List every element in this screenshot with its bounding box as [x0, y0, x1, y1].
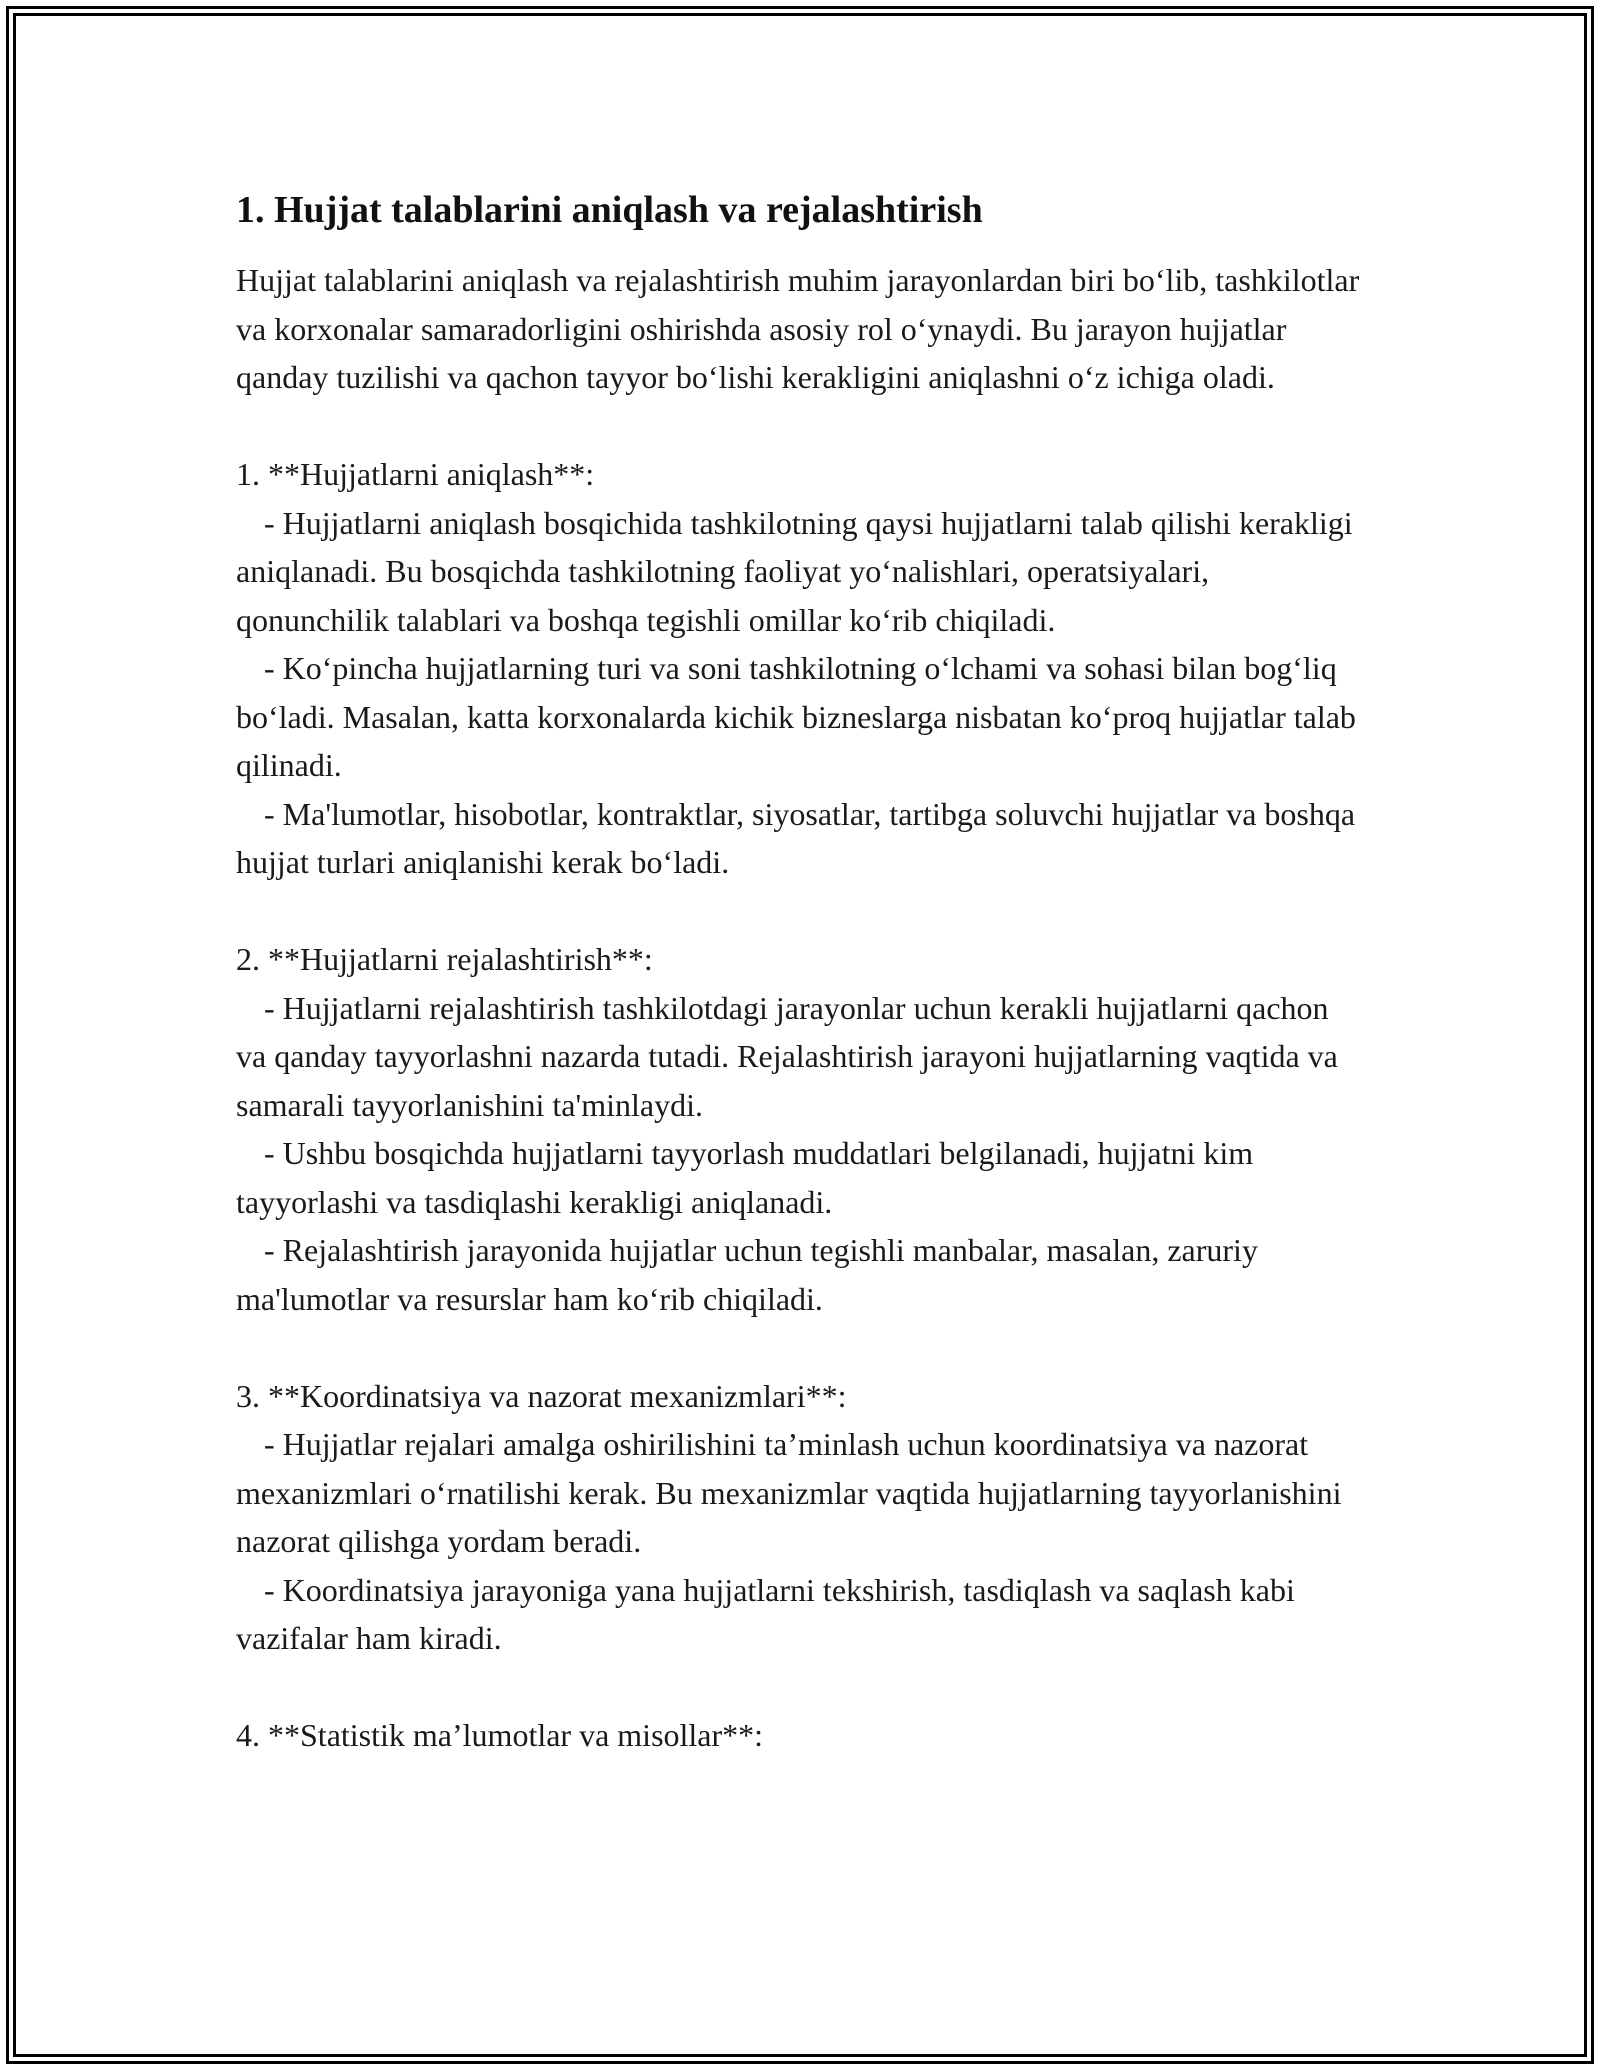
section-item: - Hujjatlarni rejalashtirish tashkilotdagi jarayonlar uchun kerakli hujjatlarni qachon va qanday tayyorlashni nazarda tutadi. Rejalashtirish jarayoni hujjatlarning vaqtida va samarali tayyorlanishini ta'minlaydi.	[236, 989, 1338, 1123]
section-identification	[236, 450, 1366, 887]
section-heading: 4. **Statistik ma’lumotlar va misollar**:	[236, 1717, 764, 1753]
section-planning	[236, 935, 1366, 1323]
section-item: - Ushbu bosqichda hujjatlarni tayyorlash muddatlari belgilanadi, hujjatni kim tayyorlashi va tasdiqlashi kerakligi aniqlanadi.	[236, 1135, 1254, 1220]
section-heading: 1. **Hujjatlarni aniqlash**:	[236, 456, 595, 492]
section-item: - Hujjatlar rejalari amalga oshirilishini ta’minlash uchun koordinatsiya va nazorat mexanizmlari o‘rnatilishi kerak. Bu mexanizmlar vaqtida hujjatlarning tayyorlanishini nazorat qilishga yordam beradi.	[236, 1426, 1342, 1559]
section-statistics	[236, 1711, 1366, 1760]
section-heading: 2. **Hujjatlarni rejalashtirish**:	[236, 941, 653, 977]
section-item: - Rejalashtirish jarayonida hujjatlar uchun tegishli manbalar, masalan, zaruriy ma'lumotlar va resurslar ham ko‘rib chiqiladi.	[236, 1232, 1258, 1317]
intro-paragraph: Hujjat talablarini aniqlash va rejalashtirish muhim jarayonlardan biri bo‘lib, tashkilotlar va korxonalar samaradorligini oshirishda asosiy rol o‘ynaydi. Bu jarayon hujjatlar qanday tuzilishi va qachon tayyor bo‘lishi kerakligini aniqlashni o‘z ichiga oladi.	[236, 262, 1360, 395]
section-item: - Ma'lumotlar, hisobotlar, kontraktlar, siyosatlar, tartibga soluvchi hujjatlar va boshqa hujjat turlari aniqlanishi kerak bo‘ladi.	[236, 795, 1356, 880]
document-title: 1. Hujjat talablarini aniqlash va rejalashtirish	[236, 189, 983, 231]
section-item: - Hujjatlarni aniqlash bosqichida tashkilotning qaysi hujjatlarni talab qilishi kerakligi aniqlanadi. Bu bosqichda tashkilotning faoliyat yo‘nalishlari, operatsiyalari, qonunchilik talablari va boshqa tegishli omillar ko‘rib chiqiladi.	[236, 504, 1353, 638]
section-item: - Ko‘pincha hujjatlarning turi va soni tashkilotning o‘lchami va sohasi bilan bog‘liq bo‘ladi. Masalan, katta korxonalarda kichik bizneslarga nisbatan ko‘proq hujjatlar talab qilinadi.	[236, 650, 1356, 783]
section-item: - Koordinatsiya jarayoniga yana hujjatlarni tekshirish, tasdiqlash va saqlash kabi vazifalar ham kiradi.	[236, 1571, 1295, 1656]
section-coordination	[236, 1372, 1366, 1663]
section-heading: 3. **Koordinatsiya va nazorat mexanizmlari**:	[236, 1377, 847, 1414]
document-body	[236, 186, 1366, 1808]
